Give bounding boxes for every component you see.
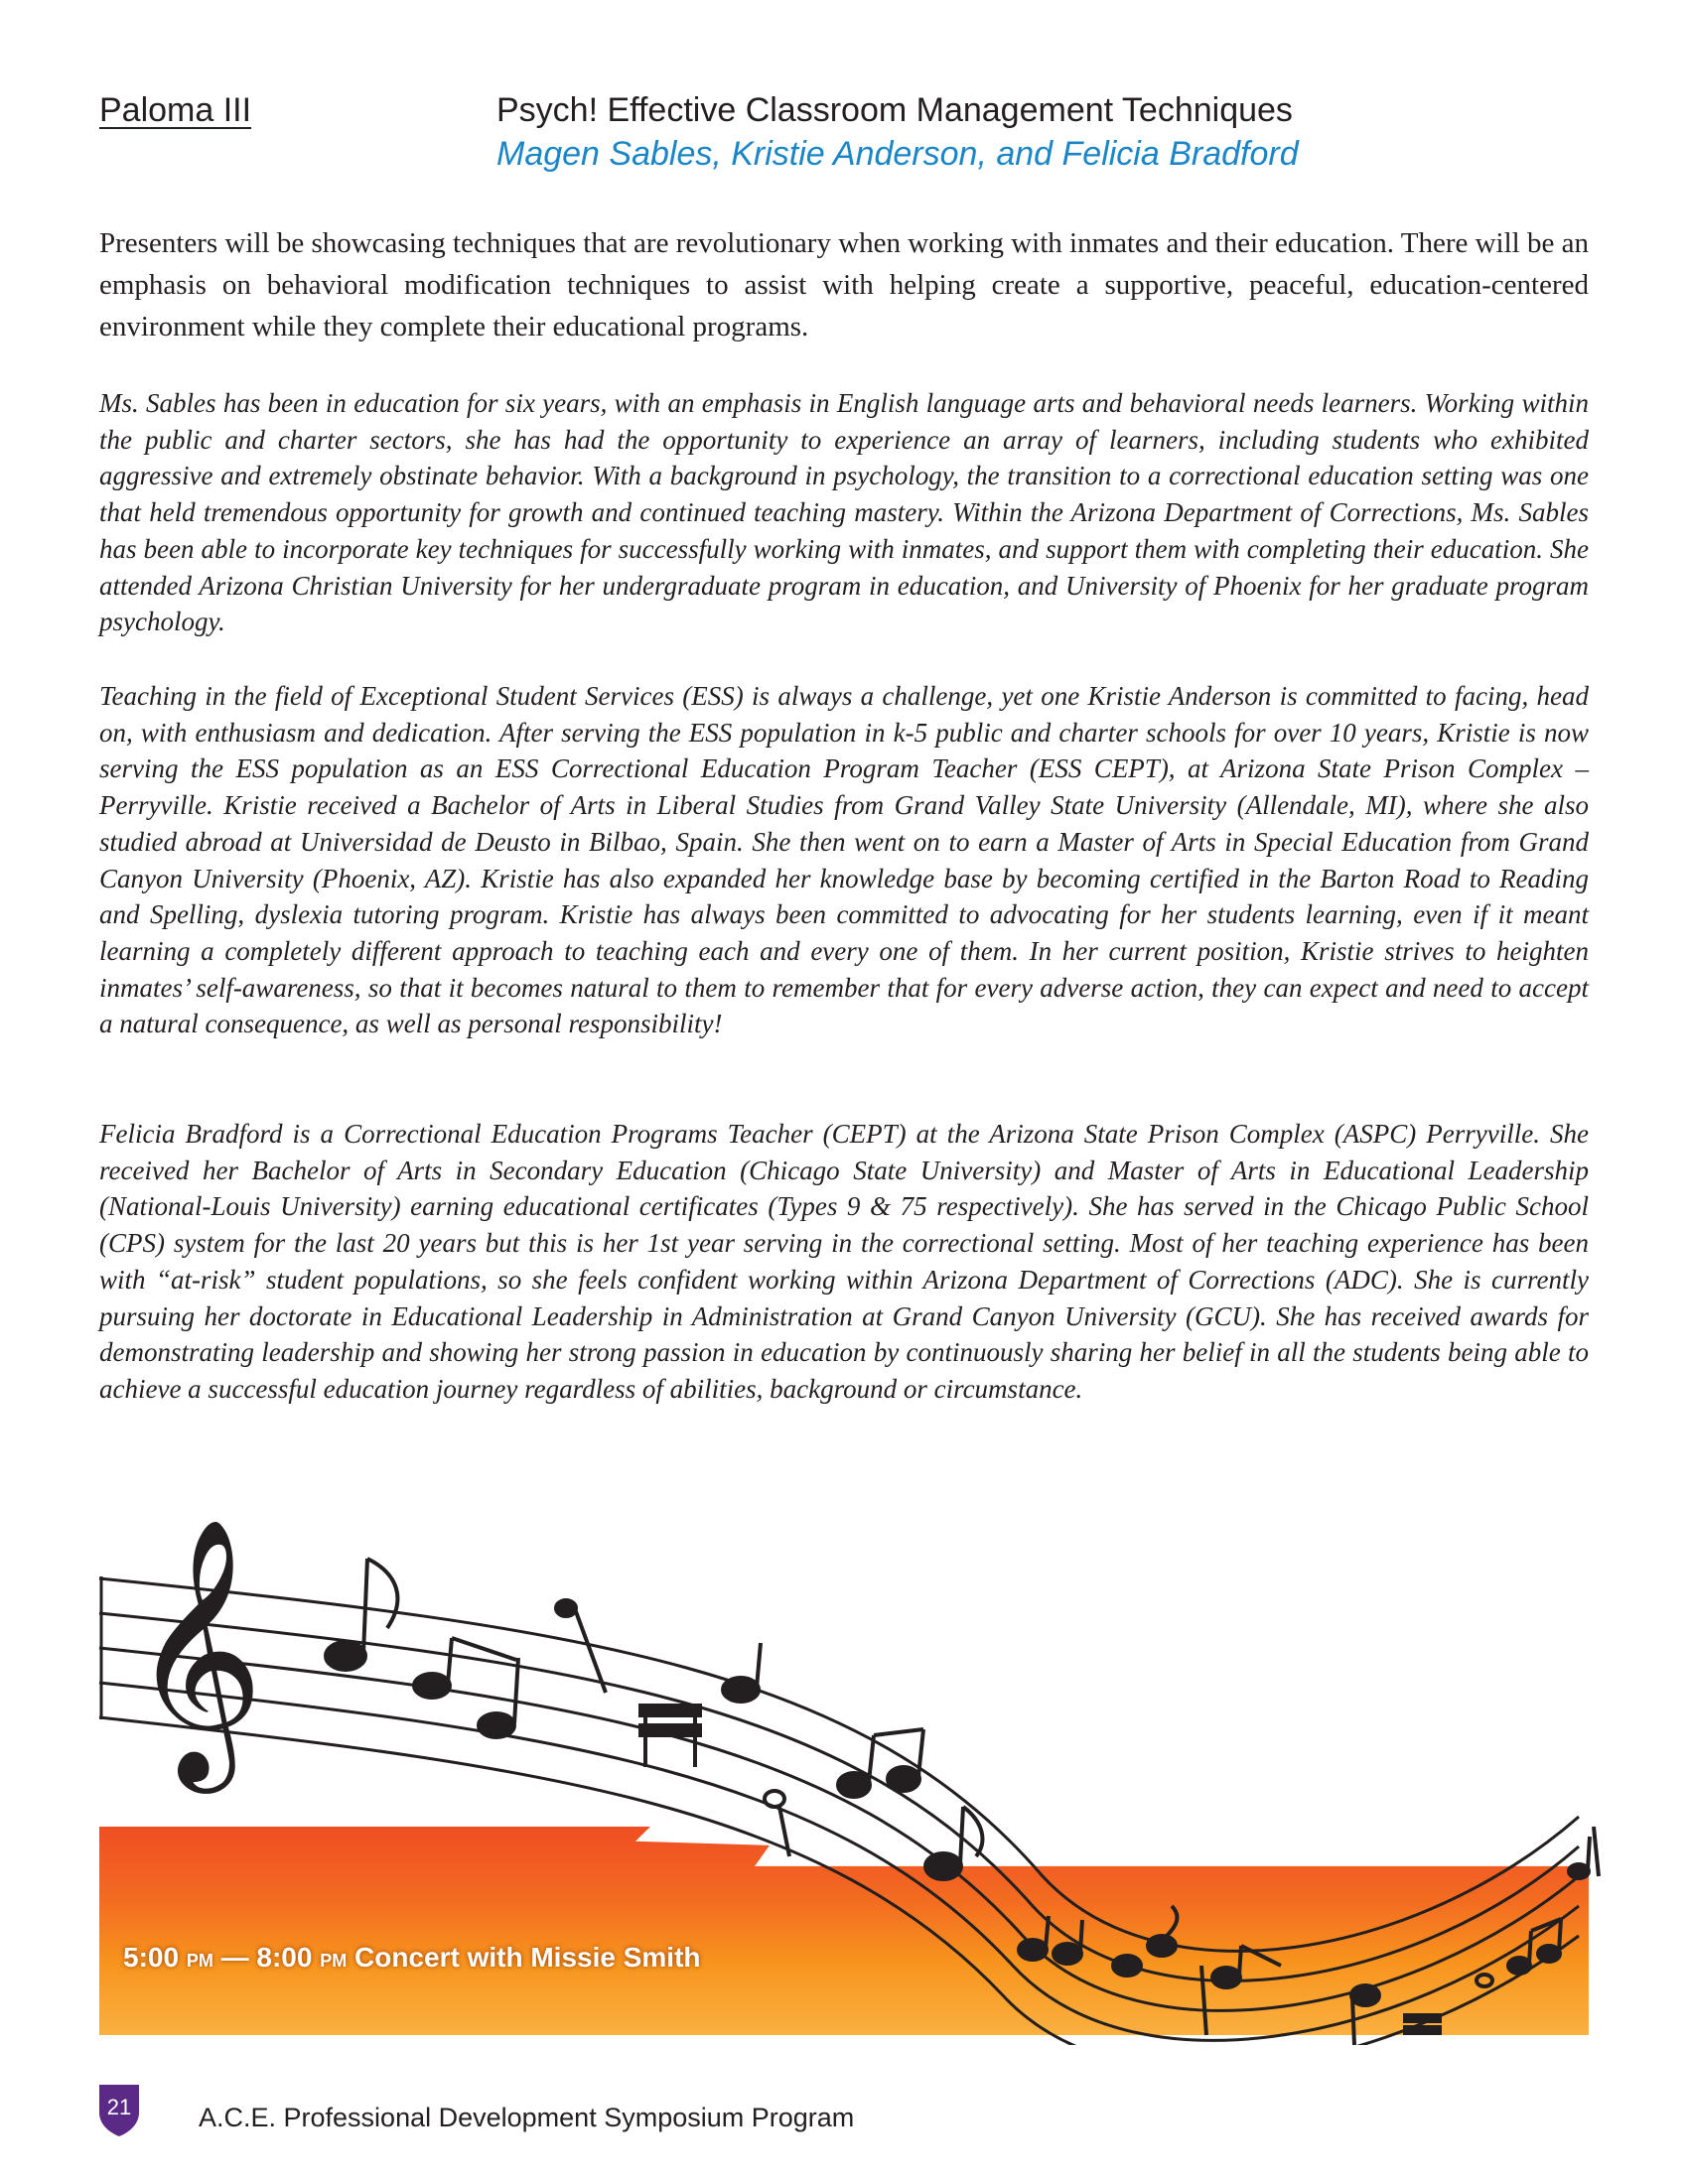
concert-start-period: PM: [186, 1951, 213, 1971]
concert-announcement: [123, 1942, 701, 1974]
concert-start-time: 5:00: [123, 1942, 180, 1973]
page-number: 21: [106, 2095, 132, 2119]
treble-clef-icon: [129, 1517, 264, 1794]
session-title: Psych! Effective Classroom Management Techniques: [496, 91, 1293, 129]
footer-program-title: A.C.E. Professional Development Symposium Program: [199, 2103, 855, 2132]
concert-end-period: PM: [320, 1951, 348, 1971]
bio-magen-sables: Ms. Sables has been in education for six years, with an emphasis in English language arts and behavioral needs learners. Working within the public and charter sectors, she has had the opportunity to experience an array of learners, including students who exhibited aggressive and extremely obstinate behavior. With a background in psychology, the transition to a correctional education setting was one that held tremendous opportunity for growth and continued teaching mastery. Within the Arizona Department of Corrections, Ms. Sables has been able to incorporate key techniques for successfully working with inmates, and support them with completing their education. She attended Arizona Christian University for her undergraduate program in education, and University of Phoenix for her graduate program psychology.: [99, 388, 1589, 637]
session-abstract: Presenters will be showcasing techniques that are revolutionary when working with inmates and their education. There will be an emphasis on behavioral modification techniques to assist with helping create a supportive, peaceful, education-centered environment while they complete their educational programs.: [99, 227, 1589, 342]
room-name: Paloma III: [99, 91, 252, 129]
bio-felicia-bradford: Felicia Bradford is a Correctional Education Programs Teacher (CEPT) at the Arizona State Prison Complex (ASPC) Perryville. She received her Bachelor of Arts in Secondary Education (Chicago State University) and Master of Arts in Educational Leadership (National-Louis University) earning educational certificates (Types 9 & 75 respectively). She has served in the Chicago Public School (CPS) system for the last 20 years but this is her 1st year serving in the correctional setting. Most of her teaching experience has been with “at-risk” student populations, so she feels confident working within Arizona Department of Corrections (ADC). She is currently pursuing her doctorate in Educational Leadership in Administration at Grand Canyon University (GCU). She has received awards for demonstrating leadership and showing her strong passion in education by continuously sharing her belief in all the students being able to achieve a successful education journey regardless of abilities, background or circumstance.: [99, 1119, 1589, 1404]
presenter-names: Magen Sables, Kristie Anderson, and Felicia Bradford: [496, 135, 1299, 173]
svg-text:𝄞: 𝄞: [129, 1517, 264, 1782]
concert-dash: —: [220, 1942, 249, 1973]
concert-title: Concert with Missie Smith: [354, 1942, 701, 1973]
bio-kristie-anderson: Teaching in the field of Exceptional Student Services (ESS) is always a challenge, yet one Kristie Anderson is committed to facing, head on, with enthusiasm and dedication. After serving the ESS population in k-5 public and charter schools for over 10 years, Kristie is now serving the ESS population as an ESS Correctional Education Program Teacher (ESS CEPT), at Arizona State Prison Complex – Perryville. Kristie received a Bachelor of Arts in Liberal Studies from Grand Valley State University (Allendale, MI), where she also studied abroad at Universidad de Deusto in Bilbao, Spain. She then went on to earn a Master of Arts in Special Education from Grand Canyon University (Phoenix, AZ). Kristie has also expanded her knowledge base by becoming certified in the Barton Road to Reading and Spelling, dyslexia tutoring program. Kristie has always been committed to advocating for her students learning, even if it meant learning a completely different approach to teaching each and every one of them. In her current position, Kristie strives to heighten inmates’ self-awareness, so that it becomes natural to them to remember that for every adverse action, they can expect and need to accept a natural consequence, as well as personal responsibility!: [99, 681, 1589, 1039]
concert-end-time: 8:00: [256, 1942, 313, 1973]
